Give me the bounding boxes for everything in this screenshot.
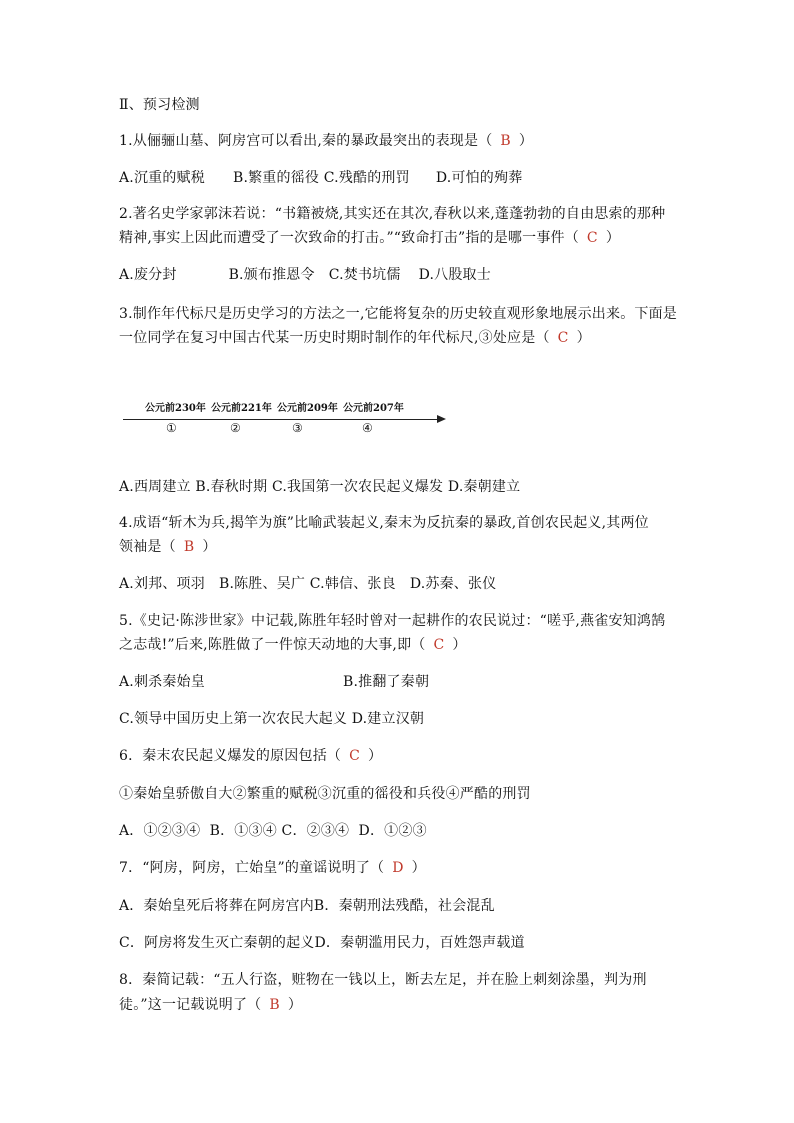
section-title: Ⅱ、预习检测	[119, 97, 200, 113]
question-5-line-2: 之志哉!”后来,陈胜做了一件惊天动地的大事,即（ C ）	[119, 637, 467, 653]
question-6-items: ①秦始皇骄傲自大②繁重的赋税③沉重的徭役和兵役④严酷的刑罚	[119, 786, 531, 802]
question-3-line-1: 3.制作年代标尺是历史学习的方法之一,它能将复杂的历史较直观形象地展示出来。下面是	[119, 306, 678, 322]
question-1-text: 1.从俪骊山墓、阿房宫可以看出,秦的暴政最突出的表现是（	[119, 133, 493, 149]
question-8-line-1: 8．秦简记载：“五人行盗，赃物在一钱以上，断去左足，并在脸上刺刻涂墨，判为刑	[119, 972, 647, 988]
timeline-figure	[119, 395, 449, 445]
question-7-answer: D	[392, 860, 404, 876]
option-d: D.可怕的殉葬	[435, 170, 523, 186]
question-4-options	[119, 575, 496, 593]
question-4-answer: B	[183, 539, 195, 555]
question-7-options-a-b: A．秦始皇死后将葬在阿房宫内B．秦朝刑法残酷，社会混乱	[119, 898, 495, 914]
question-5-option-a: A.刺杀秦始皇	[119, 674, 205, 690]
question-8-answer: B	[269, 997, 280, 1013]
question-2-line-2: 精神,事实上因此而遭受了一次致命的打击。”“致命打击”指的是哪一事件（ C ）	[119, 230, 621, 246]
question-3-line-2: 一位同学在复习中国古代某一历史时期时制作的年代标尺,③处应是（ C ）	[119, 330, 591, 346]
question-1-answer: B	[500, 133, 511, 149]
timeline-mark-4: ④	[362, 421, 373, 435]
question-4-text: 领袖是（	[119, 539, 176, 555]
question-4-line-2: 领袖是（ B ）	[119, 539, 217, 555]
question-5-option-b: B.推翻了秦朝	[343, 674, 430, 690]
option-d: D.苏秦、张仪	[409, 576, 497, 592]
question-5-line-1: 5.《史记·陈涉世家》中记载,陈胜年轻时曾对一起耕作的农民说过：“嗟乎,燕雀安知鸿鹄	[119, 613, 666, 629]
question-2-answer: C	[586, 230, 598, 246]
option-a: A.刘邦、项羽	[119, 576, 205, 592]
question-2-line-1: 2.著名史学家郭沫若说：“书籍被烧,其实还在其次,春秋以来,蓬蓬勃勃的自由思索的那种	[119, 206, 666, 222]
arrow-right-icon	[437, 415, 446, 423]
timeline-label-3: 公元前209年	[277, 403, 338, 414]
option-b: B.颁布推恩令	[228, 267, 315, 283]
question-8-line-2: 徒。”这一记载说明了（ B ）	[119, 997, 303, 1013]
timeline-mark-3: ③	[292, 421, 303, 435]
timeline-axis	[123, 419, 439, 420]
timeline-label-2: 公元前221年	[211, 403, 272, 414]
question-6-answer: C	[349, 748, 361, 764]
question-7-stem: 7．“阿房，阿房，亡始皇”的童谣说明了（ D ）	[119, 860, 426, 876]
question-5-text: 之志哉!”后来,陈胜做了一件惊天动地的大事,即（	[119, 637, 426, 653]
question-3-answer: C	[557, 330, 569, 346]
question-2-options	[119, 266, 491, 284]
question-4-line-1: 4.成语“斩木为兵,揭竿为旗”比喻武装起义,秦末为反抗秦的暴政,首创农民起义,其两位	[119, 515, 649, 531]
question-3-text: 一位同学在复习中国古代某一历史时期时制作的年代标尺,③处应是（	[119, 330, 550, 346]
question-7-text: 7．“阿房，阿房，亡始皇”的童谣说明了（	[119, 860, 385, 876]
question-5-options-c-d: C.领导中国历史上第一次农民大起义 D.建立汉朝	[119, 711, 425, 727]
timeline-label-4: 公元前207年	[343, 403, 404, 414]
option-d: D.八股取士	[418, 267, 491, 283]
option-a: A.废分封	[119, 267, 177, 283]
question-5-answer: C	[433, 637, 445, 653]
question-7-options-c-d: C．阿房将发生灭亡秦朝的起义D．秦朝滥用民力，百姓怨声载道	[119, 935, 525, 951]
question-6-stem: 6．秦末农民起义爆发的原因包括（ C ）	[119, 748, 383, 764]
question-1-stem: 1.从俪骊山墓、阿房宫可以看出,秦的暴政最突出的表现是（ B ）	[119, 133, 534, 149]
option-a: A.沉重的赋税	[119, 170, 205, 186]
option-c: C.焚书坑儒	[328, 267, 401, 283]
timeline-mark-2: ②	[230, 421, 241, 435]
question-6-text: 6．秦末农民起义爆发的原因包括（	[119, 748, 342, 764]
question-8-text: 徒。”这一记载说明了（	[119, 997, 262, 1013]
question-2-text: 精神,事实上因此而遭受了一次致命的打击。”“致命打击”指的是哪一事件（	[119, 230, 579, 246]
question-3-options: A.西周建立 B.春秋时期 C.我国第一次农民起义爆发 D.秦朝建立	[119, 479, 521, 495]
timeline-mark-1: ①	[166, 421, 177, 435]
option-b-c: B.陈胜、吴广 C.韩信、张良	[218, 576, 396, 592]
question-6-options: A．①②③④ B．①③④ C．②③④ D．①②③	[119, 823, 427, 839]
question-1-options	[119, 169, 522, 187]
timeline-label-1: 公元前230年	[145, 403, 206, 414]
option-b-c: B.繁重的徭役 C.残酷的刑罚	[232, 170, 410, 186]
